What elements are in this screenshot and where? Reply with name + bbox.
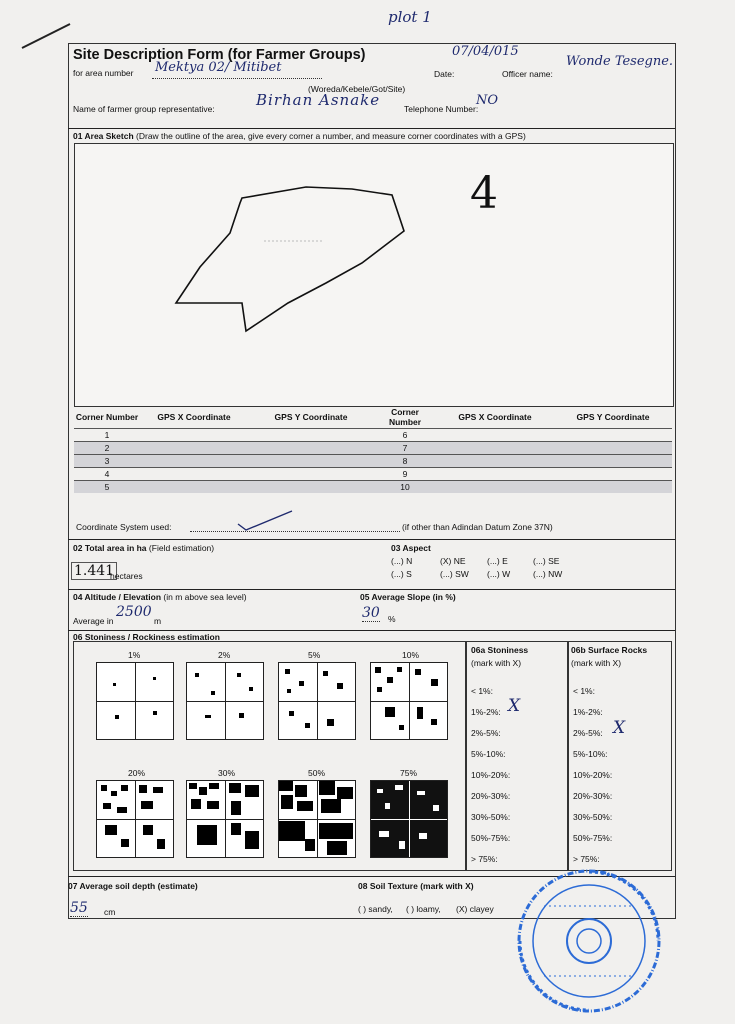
top-note: plot 1 (388, 8, 432, 26)
col-gps-x-2: GPS X Coordinate (458, 412, 532, 422)
stoniness-option[interactable]: 1%-2%: (471, 707, 501, 717)
aspect-nw[interactable]: (...) NW (533, 569, 563, 579)
s05-unit: % (388, 614, 396, 624)
stoniness-option[interactable]: 2%-5%: (471, 728, 501, 738)
pct-label: 2% (218, 650, 231, 660)
area-sub-label: (Woreda/Kebele/Got/Site) (308, 84, 406, 94)
table-row: 1 6 (74, 429, 672, 442)
s06b-title: 06b Surface Rocks (571, 645, 648, 655)
table-row: 3 8 (74, 455, 672, 468)
stoniness-option[interactable]: > 75%: (471, 854, 498, 864)
stone-grid-10pct (370, 662, 448, 740)
stoniness-option[interactable]: 20%-30%: (471, 791, 511, 801)
pct-label: 5% (308, 650, 321, 660)
stone-grid-5pct (278, 662, 356, 740)
s02-heading: 02 Total area in ha (Field estimation) (73, 543, 215, 553)
s07-unit: cm (104, 907, 116, 917)
date-label: Date: (434, 69, 455, 79)
aspect-e[interactable]: (...) E (487, 556, 508, 566)
area-label: for area number (73, 68, 134, 78)
stoniness-mark: X (508, 696, 521, 716)
coord-note: (if other than Adindan Datum Zone 37N) (402, 522, 553, 532)
texture-loamy[interactable]: ( ) loamy, (406, 904, 441, 914)
aspect-n[interactable]: (...) N (391, 556, 413, 566)
rocks-option[interactable]: 1%-2%: (573, 707, 603, 717)
s04-value: 2500 (116, 604, 152, 620)
form-title: Site Description Form (for Farmer Groups) (73, 47, 366, 63)
stoniness-option[interactable]: < 1%: (471, 686, 493, 696)
tel-value: NO (476, 93, 499, 108)
stoniness-option[interactable]: 10%-20%: (471, 770, 511, 780)
pct-label: 50% (308, 768, 326, 778)
tel-label: Telephone Number: (404, 104, 479, 114)
table-row: 2 7 (74, 442, 672, 455)
aspect-w[interactable]: (...) W (487, 569, 511, 579)
aspect-se[interactable]: (...) SE (533, 556, 560, 566)
gps-table (74, 406, 672, 493)
s04-heading: 04 Altitude / Elevation (in m above sea level) (73, 592, 247, 602)
rocks-mark: X (613, 718, 626, 738)
s06-heading: 06 Stoniness / Rockiness estimation (73, 632, 220, 642)
pct-label: 75% (400, 768, 418, 778)
pct-label: 30% (218, 768, 236, 778)
s06a-title: 06a Stoniness (471, 645, 529, 655)
rep-label: Name of farmer group representative: (73, 104, 215, 114)
col-corner: Corner Number (75, 412, 139, 422)
aspect-s[interactable]: (...) S (391, 569, 412, 579)
rep-value: Birhan Asnake (256, 91, 381, 109)
table-row: 5 10 (74, 481, 672, 494)
table-header (74, 406, 672, 429)
official-stamp (514, 866, 664, 1016)
s03-heading: 03 Aspect (391, 543, 431, 553)
s07-value: 55 (70, 900, 88, 916)
texture-clayey[interactable]: (X) clayey (456, 904, 494, 914)
north-mark: 4 (470, 168, 498, 219)
aspect-sw[interactable]: (...) SW (440, 569, 469, 579)
aspect-ne[interactable]: (X) NE (440, 556, 466, 566)
rocks-option[interactable]: < 1%: (573, 686, 595, 696)
s02-value: 1.441 (71, 562, 117, 580)
s06a-sub: (mark with X) (471, 658, 522, 668)
s05-value: 30 (362, 605, 380, 621)
stone-grid-1pct (96, 662, 174, 740)
table-row: 4 9 (74, 468, 672, 481)
coord-label: Coordinate System used: (76, 522, 172, 532)
stone-grid-2pct (186, 662, 264, 740)
rocks-option[interactable]: 50%-75%: (573, 833, 613, 843)
s06b-sub: (mark with X) (571, 658, 622, 668)
stone-grid-50pct (278, 780, 356, 858)
rocks-option[interactable]: 30%-50%: (573, 812, 613, 822)
stone-grid-30pct (186, 780, 264, 858)
s07-heading: 07 Average soil depth (estimate) (68, 881, 198, 891)
rocks-option[interactable]: 10%-20%: (573, 770, 613, 780)
s08-heading: 08 Soil Texture (mark with X) (358, 881, 474, 891)
stone-grid-75pct (370, 780, 448, 858)
s04-label: Average in (73, 616, 114, 626)
rocks-option[interactable]: 5%-10%: (573, 749, 608, 759)
s02-unit: hectares (110, 571, 143, 581)
pct-label: 1% (128, 650, 141, 660)
date-value: 07/04/015 (452, 44, 519, 59)
stoniness-option[interactable]: 30%-50%: (471, 812, 511, 822)
area-sketch-outline (74, 143, 672, 405)
col-corner-2: Corner Number (388, 407, 422, 427)
rocks-option[interactable]: > 75%: (573, 854, 600, 864)
officer-value: Wonde Tesegne. (566, 54, 674, 69)
officer-label: Officer name: (502, 69, 553, 79)
col-gps-x: GPS X Coordinate (157, 412, 231, 422)
stoniness-option[interactable]: 5%-10%: (471, 749, 506, 759)
s05-heading: 05 Average Slope (in %) (360, 592, 456, 602)
pct-label: 20% (128, 768, 146, 778)
rocks-option[interactable]: 20%-30%: (573, 791, 613, 801)
s01-heading: 01 Area Sketch (Draw the outline of the area, give every corner a number, and measure corner coordinates with a GPS) (73, 131, 526, 141)
col-gps-y: GPS Y Coordinate (274, 412, 348, 422)
area-value: Mektya 02/ Mitibet (155, 60, 282, 75)
stoniness-option[interactable]: 50%-75%: (471, 833, 511, 843)
col-gps-y-2: GPS Y Coordinate (576, 412, 650, 422)
rocks-option[interactable]: 2%-5%: (573, 728, 603, 738)
checkmark-icon (236, 508, 296, 532)
s04-unit: m (154, 616, 162, 626)
pct-label: 10% (402, 650, 420, 660)
texture-sandy[interactable]: ( ) sandy, (358, 904, 393, 914)
stone-grid-20pct (96, 780, 174, 858)
